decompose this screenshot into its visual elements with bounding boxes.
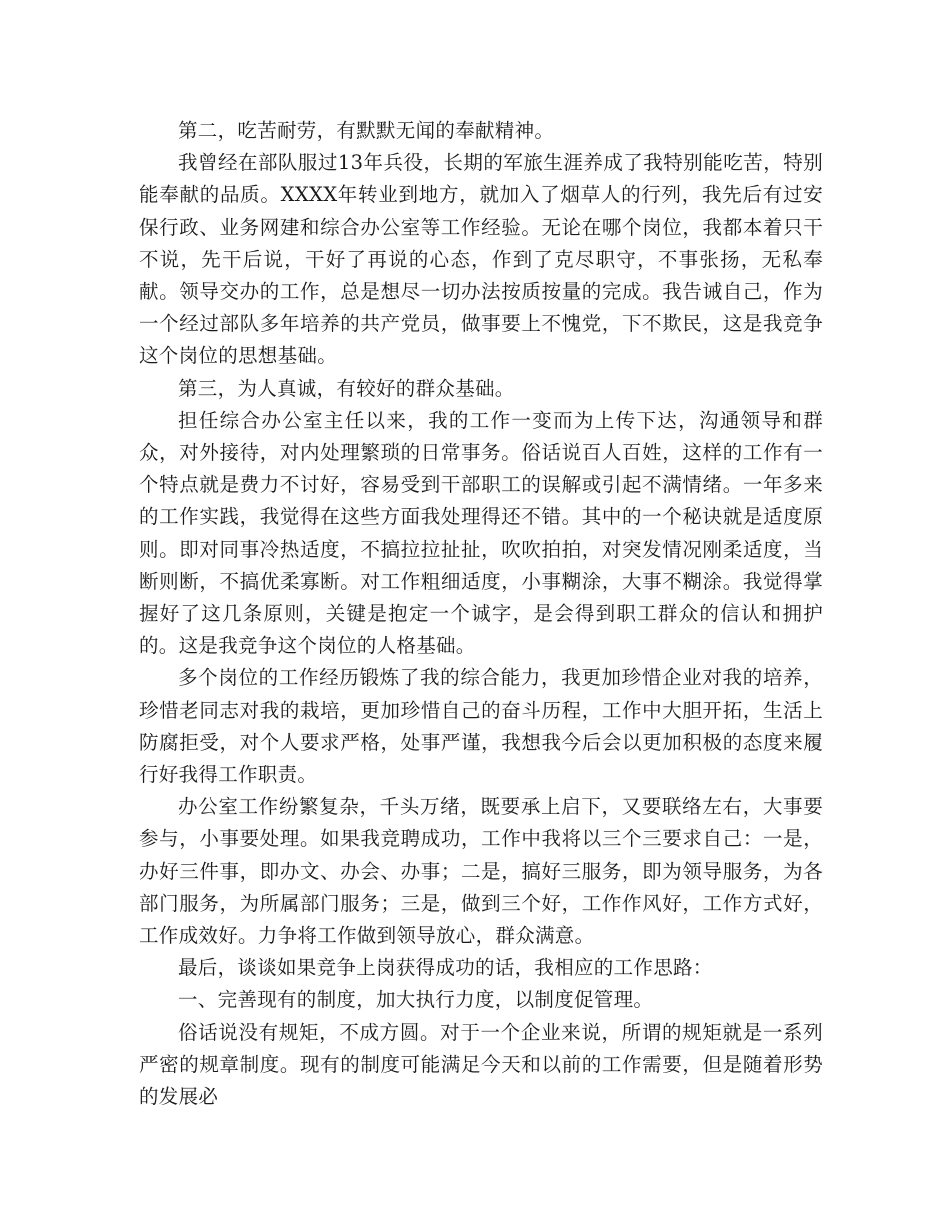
paragraph: 办公室工作纷繁复杂，千头万绪，既要承上启下，又要联络左右，大事要参与，小事要处理。如果我竞聘成功，工作中我将以三个三要求自己：一是，办好三件事，即办文、办会、办事；二是，搞好三服务，即为领导服务，为各部门服务，为所属部门服务；三是，做到三个好，工作作风好，工作方式好，工作成效好。力争将工作做到领导放心，群众满意。: [139, 795, 823, 948]
paragraph: 担任综合办公室主任以来，我的工作一变而为上传下达，沟通领导和群众，对外接待，对内处理繁琐的日常事务。俗话说百人百姓，这样的工作有一个特点就是费力不讨好，容易受到干部职工的误解或引起不满情绪。一年多来的工作实践，我觉得在这些方面我处理得还不错。其中的一个秘诀就是适度原则。即对同事冷热适度，不搞拉拉扯扯，吹吹拍拍，对突发情况刚柔适度，当断则断，不搞优柔寡断。对工作粗细适度，小事糊涂，大事不糊涂。我觉得掌握好了这几条原则，关键是抱定一个诚字，是会得到职工群众的信认和拥护的。这是我竞争这个岗位的人格基础。: [139, 408, 823, 658]
paragraph: 第三，为人真诚，有较好的群众基础。: [178, 376, 515, 400]
paragraph: 多个岗位的工作经历锻炼了我的综合能力，我更加珍惜企业对我的培养，珍惜老同志对我的栽培，更加珍惜自己的奋斗历程，工作中大胆开拓，生活上防腐拒受，对个人要求严格，处事严谨，我想我今后会以更加积极的态度来履行好我得工作职责。: [139, 666, 823, 787]
paragraph: 我曾经在部队服过13年兵役，长期的军旅生涯养成了我特别能吃苦，特别能奉献的品质。XXXX年转业到地方，就加入了烟草人的行列，我先后有过安保行政、业务网建和综合办公室等工作经验。无论在哪个岗位，我都本着只干不说，先干后说，干好了再说的心态，作到了克尽职守，不事张扬，无私奉献。领导交办的工作，总是想尽一切办法按质按量的完成。我告诫自己，作为一个经过部队多年培养的共产党员，做事要上不愧党，下不欺民，这是我竞争这个岗位的思想基础。: [139, 151, 823, 368]
paragraph: 第二，吃苦耐劳，有默默无闻的奉献精神。: [178, 119, 555, 142]
paragraph: 俗话说没有规矩，不成方圆。对于一个企业来说，所谓的规矩就是一系列严密的规章制度。现有的制度可能满足今天和以前的工作需要，但是随着形势的发展必: [139, 1020, 823, 1109]
document-body: [139, 115, 823, 1113]
paragraph: 一、完善现有的制度，加大执行力度，以制度促管理。: [178, 988, 654, 1012]
paragraph: 最后，谈谈如果竞争上岗获得成功的话，我相应的工作思路：: [178, 956, 713, 980]
